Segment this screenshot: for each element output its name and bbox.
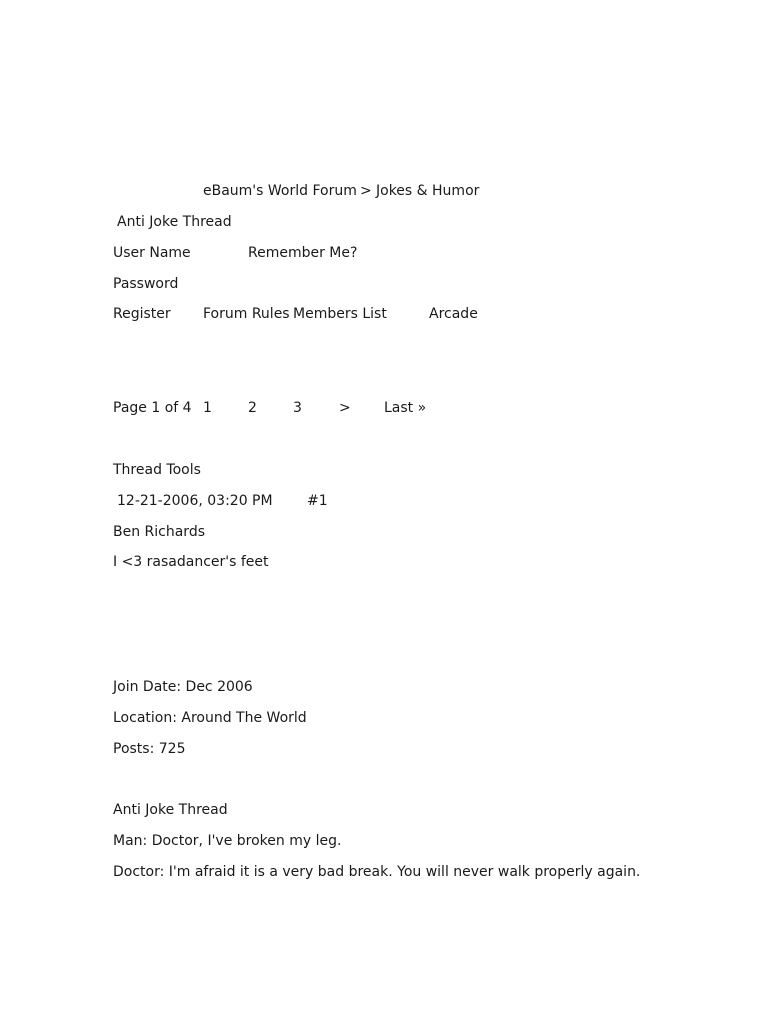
breadcrumb-section-link[interactable]: Jokes & Humor xyxy=(376,183,480,199)
page-indicator: Page 1 of 4 xyxy=(113,400,192,416)
post-count: Posts: 725 xyxy=(113,741,186,757)
forum-rules-link[interactable]: Forum Rules xyxy=(203,306,290,322)
post-date: 12-21-2006, 03:20 PM xyxy=(117,493,273,509)
join-date: Join Date: Dec 2006 xyxy=(113,679,253,695)
password-label: Password xyxy=(113,276,179,292)
breadcrumb-separator: > xyxy=(360,183,372,199)
remember-me-checkbox-label[interactable]: Remember Me? xyxy=(248,245,358,261)
post-title: Anti Joke Thread xyxy=(113,802,228,818)
next-page-link[interactable]: > xyxy=(339,400,351,416)
arcade-link[interactable]: Arcade xyxy=(429,306,478,322)
register-link[interactable]: Register xyxy=(113,306,171,322)
post-line-2: Doctor: I'm afraid it is a very bad break. You will never walk properly again. xyxy=(113,864,641,880)
location: Location: Around The World xyxy=(113,710,307,726)
page-title: Anti Joke Thread xyxy=(117,214,232,230)
post-line-1: Man: Doctor, I've broken my leg. xyxy=(113,833,342,849)
username-label: User Name xyxy=(113,245,191,261)
last-page-link[interactable]: Last » xyxy=(384,400,427,416)
post-author-link[interactable]: Ben Richards xyxy=(113,524,205,540)
page-link-1[interactable]: 1 xyxy=(203,400,212,416)
thread-tools-menu[interactable]: Thread Tools xyxy=(113,462,201,478)
page-link-2[interactable]: 2 xyxy=(248,400,257,416)
user-title: I <3 rasadancer's feet xyxy=(113,554,269,570)
post-number-link[interactable]: #1 xyxy=(307,493,328,509)
breadcrumb-site-link[interactable]: eBaum's World Forum xyxy=(203,183,357,199)
page-link-3[interactable]: 3 xyxy=(293,400,302,416)
members-list-link[interactable]: Members List xyxy=(293,306,387,322)
